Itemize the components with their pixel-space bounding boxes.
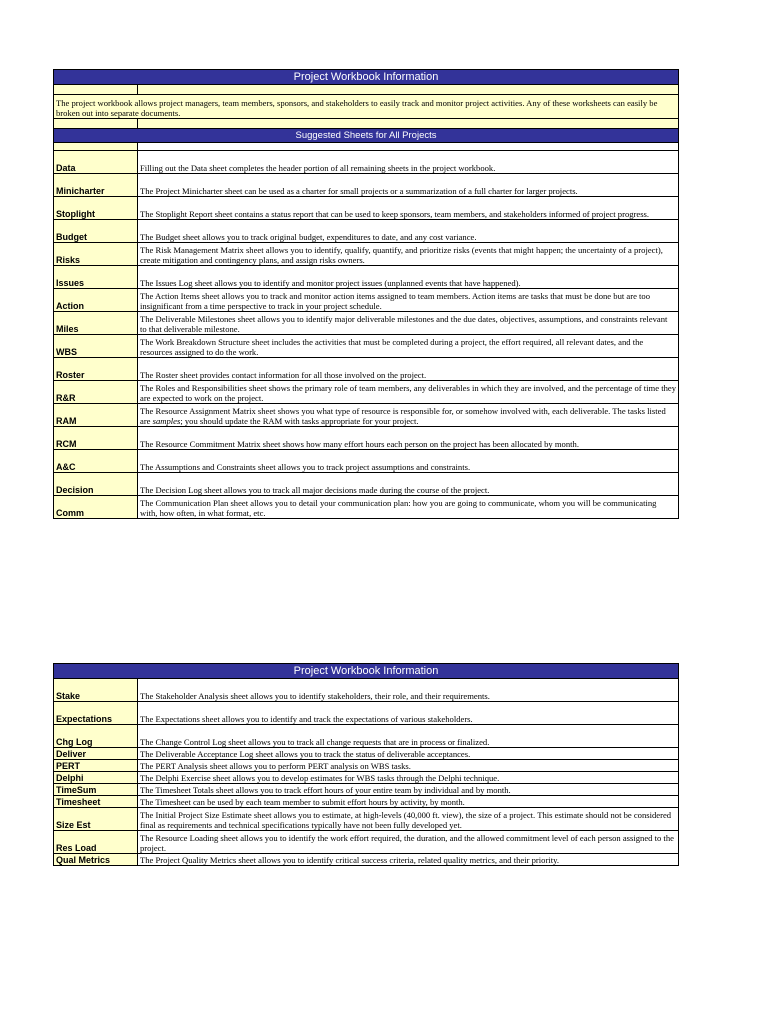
sheet-desc: The PERT Analysis sheet allows you to perform PERT analysis on WBS tasks.	[138, 760, 679, 772]
sheet-title: Project Workbook Information	[54, 664, 679, 679]
sheet-desc: The Resource Commitment Matrix sheet shows how many effort hours each person on the project has been allocated by month.	[138, 427, 679, 450]
table-row[interactable]	[54, 725, 679, 748]
table-row[interactable]	[54, 220, 679, 243]
sheet-desc: The Assumptions and Constraints sheet allows you to track project assumptions and constraints.	[138, 450, 679, 473]
table-row[interactable]	[54, 496, 679, 519]
sheet-desc: The Project Quality Metrics sheet allows you to identify critical success criteria, related quality metrics, and their priority.	[138, 854, 679, 866]
sheet-desc: The Deliverable Milestones sheet allows you to identify major deliverable milestones and the due dates, objectives, assumptions, and constraints relevant to that deliverable milestone.	[138, 312, 679, 335]
sheet-key: Minicharter	[54, 174, 138, 197]
sheet-desc: The Stoplight Report sheet contains a status report that can be used to keep sponsors, team members, and stakeholders informed of project progress.	[138, 197, 679, 220]
sheet-key: Expectations	[54, 702, 138, 725]
sheet-desc: The Stakeholder Analysis sheet allows you to identify stakeholders, their role, and their requirements.	[138, 679, 679, 702]
sheet-title: Project Workbook Information	[54, 70, 679, 85]
table-row[interactable]	[54, 358, 679, 381]
sheet-key: Action	[54, 289, 138, 312]
sheet-desc: The Timesheet can be used by each team member to submit effort hours by activity, by month.	[138, 796, 679, 808]
sheet-desc: The Action Items sheet allows you to track and monitor action items assigned to team members. Action items are tasks that must be done but are too insignificant from a time perspective to track in your project schedule.	[138, 289, 679, 312]
sheet-key: Size Est	[54, 808, 138, 831]
table-row[interactable]	[54, 174, 679, 197]
table-row[interactable]	[54, 831, 679, 854]
sheet-table-2	[53, 663, 679, 866]
sheet-key: Risks	[54, 243, 138, 266]
sheet-key: Issues	[54, 266, 138, 289]
sheet-desc: The Work Breakdown Structure sheet includes the activities that must be completed during a project, the effort required, all relevant dates, and the resources assigned to do the work.	[138, 335, 679, 358]
table-row[interactable]	[54, 748, 679, 760]
sheet-key: PERT	[54, 760, 138, 772]
sheet-key: Miles	[54, 312, 138, 335]
sheet-desc: The Change Control Log sheet allows you to track all change requests that are in process or finalized.	[138, 725, 679, 748]
table-row[interactable]	[54, 808, 679, 831]
table-row[interactable]	[54, 266, 679, 289]
sheet-desc: The Budget sheet allows you to track original budget, expenditures to date, and any cost variance.	[138, 220, 679, 243]
table-row[interactable]	[54, 784, 679, 796]
sheet-table-1	[53, 69, 679, 519]
sheet-desc: The Resource Assignment Matrix sheet shows you what type of resource is responsible for, or somehow involved with, each deliverable. The tasks listed are samples; you should update the RAM with tasks appropriate for your project.	[138, 404, 679, 427]
sheet-desc: The Resource Loading sheet allows you to identify the work effort required, the duration, and the allowed commitment level of each person assigned to the project.	[138, 831, 679, 854]
sheet-desc: The Roster sheet provides contact information for all those involved on the project.	[138, 358, 679, 381]
table-row[interactable]	[54, 772, 679, 784]
sheet-key: R&R	[54, 381, 138, 404]
sheet-key: Deliver	[54, 748, 138, 760]
sheet-key: Data	[54, 151, 138, 174]
sheet-key: TimeSum	[54, 784, 138, 796]
table-row[interactable]	[54, 473, 679, 496]
table-row[interactable]	[54, 760, 679, 772]
sheet-key: Roster	[54, 358, 138, 381]
sheet-desc: The Timesheet Totals sheet allows you to track effort hours of your entire team by individual and by month.	[138, 784, 679, 796]
intro-text: The project workbook allows project managers, team members, sponsors, and stakeholders to easily track and monitor project activities. Any of these worksheets can easily be broken out into separate documents.	[54, 95, 679, 119]
sheet-desc: Filling out the Data sheet completes the header portion of all remaining sheets in the project workbook.	[138, 151, 679, 174]
table-row[interactable]	[54, 151, 679, 174]
table-row[interactable]	[54, 404, 679, 427]
sheet-key: Comm	[54, 496, 138, 519]
sheet-key: Decision	[54, 473, 138, 496]
table-row[interactable]	[54, 381, 679, 404]
table-row[interactable]	[54, 702, 679, 725]
table-row[interactable]	[54, 450, 679, 473]
section-subtitle: Suggested Sheets for All Projects	[54, 129, 679, 143]
sheet-key: Timesheet	[54, 796, 138, 808]
sheet-key: WBS	[54, 335, 138, 358]
sheet-key: A&C	[54, 450, 138, 473]
sheet-desc: The Roles and Responsibilities sheet shows the primary role of team members, any deliverables in which they are involved, and the percentage of time they are expected to work on the project.	[138, 381, 679, 404]
sheet-desc: The Project Minicharter sheet can be used as a charter for small projects or a summarization of a full charter for larger projects.	[138, 174, 679, 197]
sheet-desc: The Initial Project Size Estimate sheet allows you to estimate, at high-levels (40,000 ft. view), the size of a project. This estimate should not be considered final as requirements and technical specifications typically have not been fully developed yet.	[138, 808, 679, 831]
table-row[interactable]	[54, 427, 679, 450]
sheet-desc: The Risk Management Matrix sheet allows you to identify, qualify, quantify, and prioritize risks (events that might happen; the uncertainty of a project), create mitigation and contingency plans, and assign risks owners.	[138, 243, 679, 266]
sheet-key: Res Load	[54, 831, 138, 854]
sheet-desc: The Issues Log sheet allows you to identify and monitor project issues (unplanned events that have happened).	[138, 266, 679, 289]
table-row[interactable]	[54, 796, 679, 808]
sheet-key: Budget	[54, 220, 138, 243]
table-row[interactable]	[54, 312, 679, 335]
sheet-desc: The Expectations sheet allows you to identify and track the expectations of various stakeholders.	[138, 702, 679, 725]
sheet-key: Stoplight	[54, 197, 138, 220]
table-row[interactable]	[54, 243, 679, 266]
sheet-key: Stake	[54, 679, 138, 702]
sheet-key: Qual Metrics	[54, 854, 138, 866]
sheet-desc: The Deliverable Acceptance Log sheet allows you to track the status of deliverable acceptances.	[138, 748, 679, 760]
sheet-key: RCM	[54, 427, 138, 450]
sheet-key: RAM	[54, 404, 138, 427]
sheet-desc: The Communication Plan sheet allows you to detail your communication plan: how you are going to communicate, whom you will be communicating with, how often, in what format, etc.	[138, 496, 679, 519]
table-row[interactable]	[54, 197, 679, 220]
sheet-key: Chg Log	[54, 725, 138, 748]
table-row[interactable]	[54, 679, 679, 702]
sheet-desc: The Decision Log sheet allows you to track all major decisions made during the course of the project.	[138, 473, 679, 496]
table-row[interactable]	[54, 854, 679, 866]
sheet-desc: The Delphi Exercise sheet allows you to develop estimates for WBS tasks through the Delphi technique.	[138, 772, 679, 784]
table-row[interactable]	[54, 289, 679, 312]
sheet-key: Delphi	[54, 772, 138, 784]
table-row[interactable]	[54, 335, 679, 358]
